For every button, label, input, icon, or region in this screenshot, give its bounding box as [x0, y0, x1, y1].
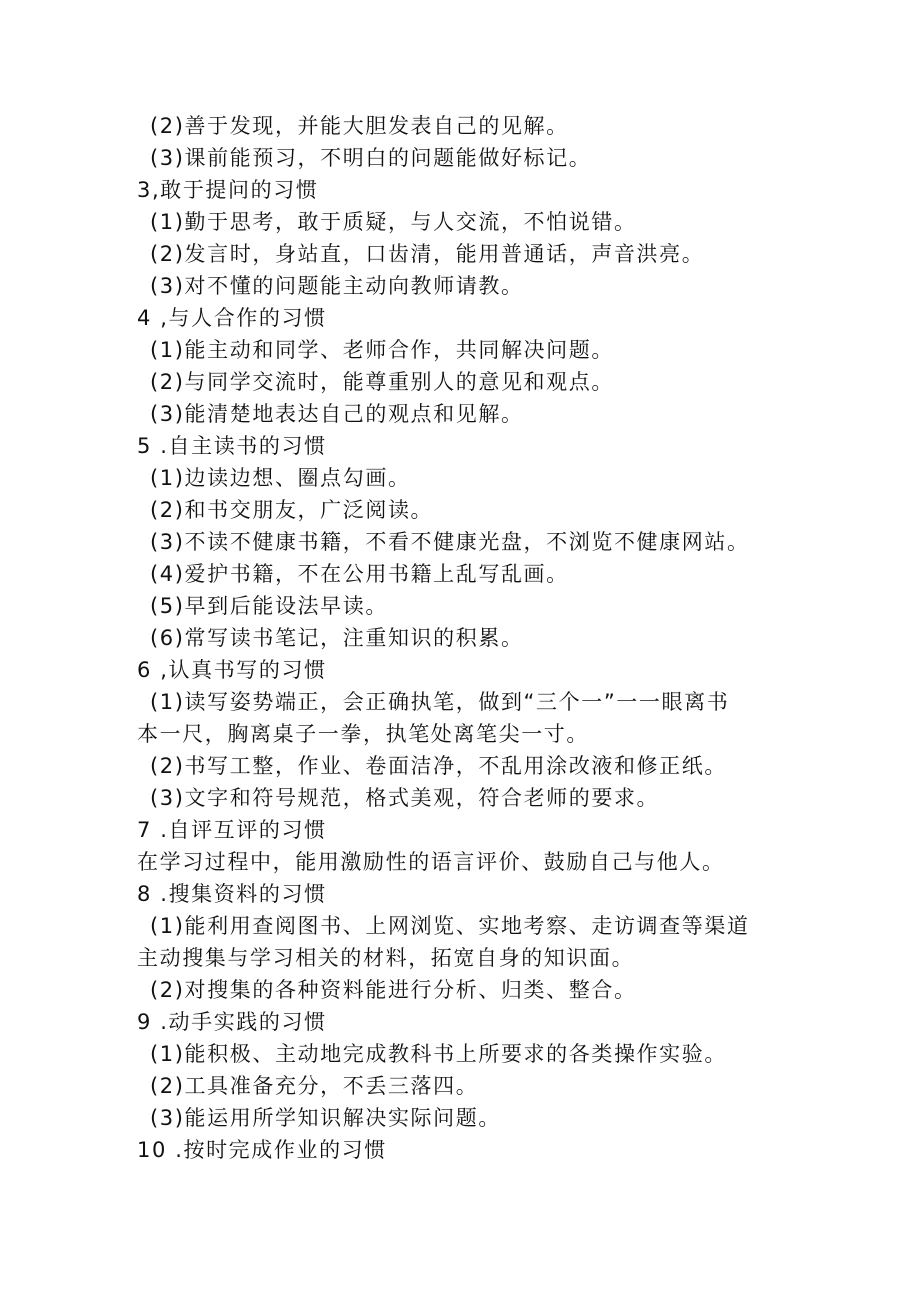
text-line-9: (2)与同学交流时，能尊重别人的意见和观点。 — [150, 370, 614, 394]
text-line-13: (2)和书交朋友，广泛阅读。 — [150, 498, 434, 522]
section-heading-4: 4 ,与人合作的习惯 — [137, 306, 327, 330]
section-heading-7: 7 .自评互评的习惯 — [137, 818, 327, 842]
text-line-21: (2)书写工整，作业、卷面洁净，不乱用涂改液和修正纸。 — [150, 754, 727, 778]
section-heading-6: 6 ,认真书写的习惯 — [137, 658, 327, 682]
text-line-10: (3)能清楚地表达自己的观点和见解。 — [150, 402, 524, 426]
text-line-8: (1)能主动和同学、老师合作，共同解决问题。 — [150, 338, 614, 362]
text-line-6: (3)对不懂的问题能主动向教师请教。 — [150, 274, 524, 298]
text-line-26: (1)能利用查阅图书、上网浏览、实地考察、走访调查等渠道 — [150, 914, 750, 938]
section-heading-8: 8 .搜集资料的习惯 — [137, 882, 327, 906]
text-line-12: (1)边读边想、圈点勾画。 — [150, 466, 411, 490]
text-line-15: (4)爱护书籍，不在公用书籍上乱写乱画。 — [150, 562, 569, 586]
text-line-19: (1)读写姿势端正，会正确执笔，做到“三个一”一一眼离书 — [150, 690, 730, 714]
text-line-16: (5)早到后能设法早读。 — [150, 594, 388, 618]
section-heading-9: 9 .动手实践的习惯 — [137, 1010, 327, 1034]
text-line-2: (3)课前能预习，不明白的问题能做好标记。 — [150, 146, 592, 170]
text-line-1: (2)善于发现，并能大胆发表自己的见解。 — [150, 114, 569, 138]
section-heading-10: 10 .按时完成作业的习惯 — [137, 1138, 387, 1162]
section-heading-5: 5 .自主读书的习惯 — [137, 434, 327, 458]
text-line-28: (2)对搜集的各种资料能进行分析、归类、整合。 — [150, 978, 637, 1002]
text-line-30: (1)能积极、主动地完成教科书上所要求的各类操作实验。 — [150, 1042, 727, 1066]
text-line-22: (3)文字和符号规范，格式美观，符合老师的要求。 — [150, 786, 660, 810]
text-line-31: (2)工具准备充分，不丢三落四。 — [150, 1074, 479, 1098]
text-line-5: (2)发言时，身站直，口齿清，能用普通话，声音洪亮。 — [150, 242, 705, 266]
text-line-27: 主动搜集与学习相关的材料，拓宽自身的知识面。 — [137, 946, 635, 970]
text-line-24: 在学习过程中，能用激励性的语言评价、鼓励自己与他人。 — [137, 850, 725, 874]
text-line-17: (6)常写读书笔记，注重知识的积累。 — [150, 626, 524, 650]
text-line-20: 本一尺，胸离桌子一拳，执笔处离笔尖一寸。 — [137, 722, 589, 746]
text-line-32: (3)能运用所学知识解决实际问题。 — [150, 1106, 501, 1130]
text-line-14: (3)不读不健康书籍，不看不健康光盘，不浏览不健康网站。 — [150, 530, 750, 554]
text-line-4: (1)勤于思考，敢于质疑，与人交流，不怕说错。 — [150, 210, 637, 234]
section-heading-3: 3,敢于提问的习惯 — [137, 178, 319, 202]
